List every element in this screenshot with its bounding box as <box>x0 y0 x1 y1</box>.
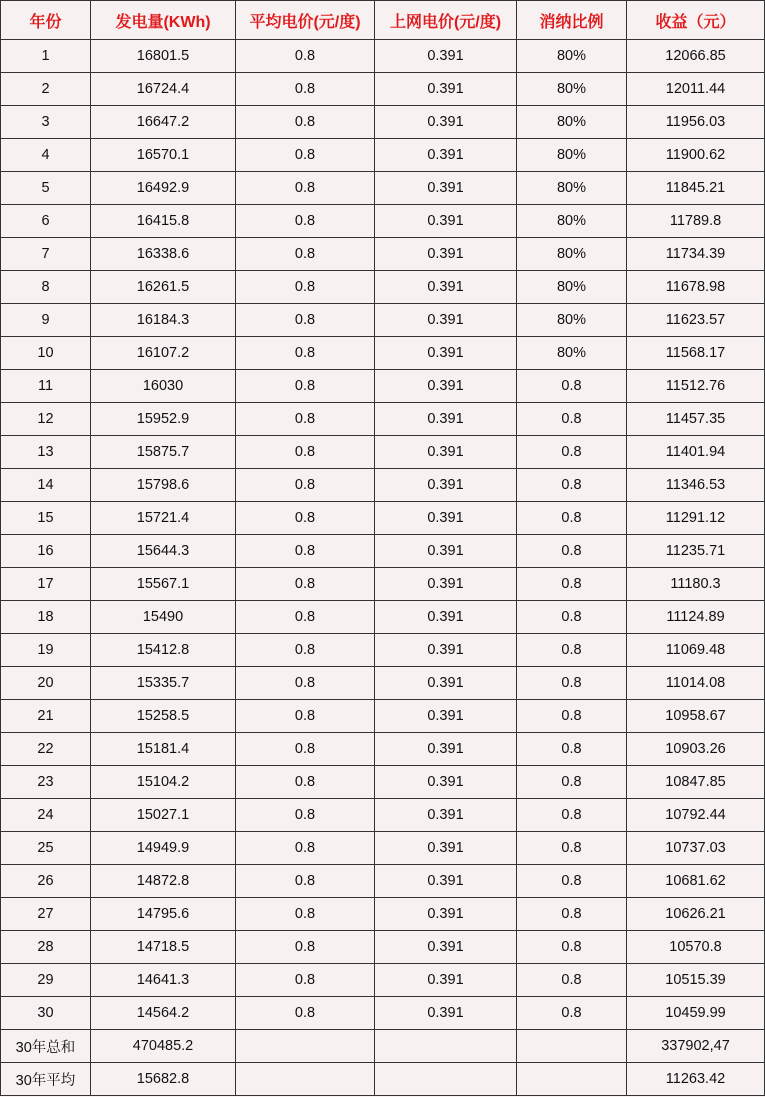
total-empty-cell <box>236 1030 375 1063</box>
cell-average-price: 0.8 <box>236 238 375 271</box>
cell-year: 15 <box>1 502 91 535</box>
cell-consumption-ratio: 0.8 <box>517 898 627 931</box>
header-year: 年份 <box>1 1 91 40</box>
cell-year: 25 <box>1 832 91 865</box>
cell-year: 14 <box>1 469 91 502</box>
cell-average-price: 0.8 <box>236 271 375 304</box>
cell-grid-price: 0.391 <box>375 370 517 403</box>
cell-generation: 16724.4 <box>91 73 236 106</box>
table-row <box>1 370 765 403</box>
cell-revenue: 11291.12 <box>627 502 765 535</box>
cell-year: 12 <box>1 403 91 436</box>
cell-consumption-ratio: 80% <box>517 172 627 205</box>
cell-average-price: 0.8 <box>236 931 375 964</box>
cell-generation: 15952.9 <box>91 403 236 436</box>
cell-revenue: 11900.62 <box>627 139 765 172</box>
cell-revenue: 11956.03 <box>627 106 765 139</box>
cell-consumption-ratio: 0.8 <box>517 997 627 1030</box>
cell-average-price: 0.8 <box>236 73 375 106</box>
cell-revenue: 10681.62 <box>627 865 765 898</box>
cell-grid-price: 0.391 <box>375 271 517 304</box>
cell-consumption-ratio: 80% <box>517 238 627 271</box>
cell-average-price: 0.8 <box>236 535 375 568</box>
table-row <box>1 502 765 535</box>
cell-revenue: 12066.85 <box>627 40 765 73</box>
table-row <box>1 304 765 337</box>
cell-grid-price: 0.391 <box>375 205 517 238</box>
cell-revenue: 10570.8 <box>627 931 765 964</box>
cell-grid-price: 0.391 <box>375 172 517 205</box>
total-revenue: 337902,47 <box>627 1030 765 1063</box>
total-row <box>1 1030 765 1063</box>
cell-grid-price: 0.391 <box>375 502 517 535</box>
cell-revenue: 10792.44 <box>627 799 765 832</box>
cell-average-price: 0.8 <box>236 634 375 667</box>
cell-average-price: 0.8 <box>236 997 375 1030</box>
table-row <box>1 238 765 271</box>
header-consumption-ratio: 消纳比例 <box>517 1 627 40</box>
cell-revenue: 10847.85 <box>627 766 765 799</box>
cell-consumption-ratio: 80% <box>517 271 627 304</box>
cell-average-price: 0.8 <box>236 139 375 172</box>
table-row <box>1 436 765 469</box>
cell-average-price: 0.8 <box>236 799 375 832</box>
cell-consumption-ratio: 0.8 <box>517 436 627 469</box>
cell-consumption-ratio: 0.8 <box>517 469 627 502</box>
header-average-price: 平均电价(元/度) <box>236 1 375 40</box>
cell-consumption-ratio: 0.8 <box>517 733 627 766</box>
cell-revenue: 10515.39 <box>627 964 765 997</box>
cell-grid-price: 0.391 <box>375 106 517 139</box>
total-empty-cell <box>375 1030 517 1063</box>
cell-generation: 15644.3 <box>91 535 236 568</box>
cell-average-price: 0.8 <box>236 106 375 139</box>
cell-average-price: 0.8 <box>236 436 375 469</box>
cell-revenue: 10958.67 <box>627 700 765 733</box>
total-empty-cell <box>517 1030 627 1063</box>
total-generation: 470485.2 <box>91 1030 236 1063</box>
cell-grid-price: 0.391 <box>375 73 517 106</box>
cell-generation: 15798.6 <box>91 469 236 502</box>
cell-revenue: 11623.57 <box>627 304 765 337</box>
table-row <box>1 40 765 73</box>
cell-generation: 14641.3 <box>91 964 236 997</box>
table-row <box>1 106 765 139</box>
cell-average-price: 0.8 <box>236 667 375 700</box>
cell-revenue: 11235.71 <box>627 535 765 568</box>
cell-consumption-ratio: 0.8 <box>517 799 627 832</box>
table-row <box>1 997 765 1030</box>
cell-year: 10 <box>1 337 91 370</box>
cell-generation: 16492.9 <box>91 172 236 205</box>
cell-year: 20 <box>1 667 91 700</box>
cell-year: 23 <box>1 766 91 799</box>
average-generation: 15682.8 <box>91 1063 236 1096</box>
cell-generation: 16415.8 <box>91 205 236 238</box>
cell-generation: 16184.3 <box>91 304 236 337</box>
cell-average-price: 0.8 <box>236 469 375 502</box>
cell-year: 2 <box>1 73 91 106</box>
cell-generation: 15335.7 <box>91 667 236 700</box>
cell-average-price: 0.8 <box>236 40 375 73</box>
cell-grid-price: 0.391 <box>375 997 517 1030</box>
cell-consumption-ratio: 80% <box>517 139 627 172</box>
cell-year: 11 <box>1 370 91 403</box>
cell-grid-price: 0.391 <box>375 799 517 832</box>
cell-year: 30 <box>1 997 91 1030</box>
cell-revenue: 12011.44 <box>627 73 765 106</box>
cell-generation: 14949.9 <box>91 832 236 865</box>
table-row <box>1 832 765 865</box>
header-grid-price: 上网电价(元/度) <box>375 1 517 40</box>
cell-consumption-ratio: 0.8 <box>517 403 627 436</box>
average-revenue: 11263.42 <box>627 1063 765 1096</box>
cell-average-price: 0.8 <box>236 700 375 733</box>
cell-average-price: 0.8 <box>236 403 375 436</box>
cell-grid-price: 0.391 <box>375 865 517 898</box>
cell-consumption-ratio: 0.8 <box>517 766 627 799</box>
cell-consumption-ratio: 80% <box>517 40 627 73</box>
table-row <box>1 700 765 733</box>
cell-consumption-ratio: 0.8 <box>517 931 627 964</box>
table-row <box>1 601 765 634</box>
cell-grid-price: 0.391 <box>375 733 517 766</box>
cell-consumption-ratio: 0.8 <box>517 667 627 700</box>
cell-generation: 15875.7 <box>91 436 236 469</box>
cell-revenue: 10903.26 <box>627 733 765 766</box>
cell-grid-price: 0.391 <box>375 667 517 700</box>
cell-revenue: 11678.98 <box>627 271 765 304</box>
cell-revenue: 11346.53 <box>627 469 765 502</box>
cell-consumption-ratio: 80% <box>517 337 627 370</box>
cell-year: 6 <box>1 205 91 238</box>
cell-year: 21 <box>1 700 91 733</box>
cell-generation: 15181.4 <box>91 733 236 766</box>
cell-average-price: 0.8 <box>236 832 375 865</box>
cell-generation: 16801.5 <box>91 40 236 73</box>
cell-average-price: 0.8 <box>236 964 375 997</box>
cell-year: 7 <box>1 238 91 271</box>
cell-generation: 15490 <box>91 601 236 634</box>
table-header-row <box>1 1 765 40</box>
cell-year: 9 <box>1 304 91 337</box>
header-generation: 发电量(KWh) <box>91 1 236 40</box>
cell-average-price: 0.8 <box>236 205 375 238</box>
cell-grid-price: 0.391 <box>375 568 517 601</box>
cell-revenue: 11014.08 <box>627 667 765 700</box>
cell-generation: 15567.1 <box>91 568 236 601</box>
cell-grid-price: 0.391 <box>375 403 517 436</box>
cell-year: 8 <box>1 271 91 304</box>
cell-revenue: 11734.39 <box>627 238 765 271</box>
cell-grid-price: 0.391 <box>375 601 517 634</box>
header-revenue: 收益（元） <box>627 1 765 40</box>
table-row <box>1 73 765 106</box>
cell-average-price: 0.8 <box>236 568 375 601</box>
cell-generation: 16030 <box>91 370 236 403</box>
cell-generation: 16647.2 <box>91 106 236 139</box>
table-row <box>1 964 765 997</box>
cell-revenue: 11845.21 <box>627 172 765 205</box>
cell-revenue: 11124.89 <box>627 601 765 634</box>
table-row <box>1 568 765 601</box>
cell-generation: 14718.5 <box>91 931 236 964</box>
cell-consumption-ratio: 0.8 <box>517 865 627 898</box>
table-body <box>1 40 765 1030</box>
cell-grid-price: 0.391 <box>375 700 517 733</box>
cell-year: 5 <box>1 172 91 205</box>
cell-generation: 14872.8 <box>91 865 236 898</box>
cell-average-price: 0.8 <box>236 502 375 535</box>
table-row <box>1 898 765 931</box>
cell-revenue: 11457.35 <box>627 403 765 436</box>
cell-grid-price: 0.391 <box>375 898 517 931</box>
cell-year: 26 <box>1 865 91 898</box>
cell-generation: 16107.2 <box>91 337 236 370</box>
cell-generation: 15412.8 <box>91 634 236 667</box>
table-row <box>1 766 765 799</box>
cell-year: 28 <box>1 931 91 964</box>
cell-year: 17 <box>1 568 91 601</box>
cell-year: 22 <box>1 733 91 766</box>
cell-average-price: 0.8 <box>236 172 375 205</box>
cell-revenue: 11568.17 <box>627 337 765 370</box>
cell-average-price: 0.8 <box>236 733 375 766</box>
cell-grid-price: 0.391 <box>375 304 517 337</box>
cell-year: 18 <box>1 601 91 634</box>
cell-generation: 15721.4 <box>91 502 236 535</box>
cell-revenue: 11401.94 <box>627 436 765 469</box>
cell-grid-price: 0.391 <box>375 40 517 73</box>
cell-consumption-ratio: 0.8 <box>517 832 627 865</box>
cell-consumption-ratio: 80% <box>517 73 627 106</box>
cell-average-price: 0.8 <box>236 898 375 931</box>
table-row <box>1 931 765 964</box>
cell-grid-price: 0.391 <box>375 931 517 964</box>
average-empty-cell <box>375 1063 517 1096</box>
total-label: 30年总和 <box>1 1030 91 1063</box>
table-row <box>1 667 765 700</box>
cell-consumption-ratio: 80% <box>517 304 627 337</box>
cell-grid-price: 0.391 <box>375 139 517 172</box>
cell-year: 16 <box>1 535 91 568</box>
table-row <box>1 337 765 370</box>
cell-year: 1 <box>1 40 91 73</box>
cell-consumption-ratio: 80% <box>517 205 627 238</box>
table-row <box>1 865 765 898</box>
average-empty-cell <box>517 1063 627 1096</box>
cell-generation: 14564.2 <box>91 997 236 1030</box>
table-row <box>1 535 765 568</box>
cell-consumption-ratio: 0.8 <box>517 370 627 403</box>
average-empty-cell <box>236 1063 375 1096</box>
cell-consumption-ratio: 0.8 <box>517 601 627 634</box>
cell-year: 3 <box>1 106 91 139</box>
cell-average-price: 0.8 <box>236 304 375 337</box>
cell-consumption-ratio: 80% <box>517 106 627 139</box>
cell-average-price: 0.8 <box>236 370 375 403</box>
cell-generation: 16261.5 <box>91 271 236 304</box>
table-row <box>1 172 765 205</box>
cell-generation: 16570.1 <box>91 139 236 172</box>
table-row <box>1 634 765 667</box>
cell-generation: 15104.2 <box>91 766 236 799</box>
cell-generation: 14795.6 <box>91 898 236 931</box>
cell-consumption-ratio: 0.8 <box>517 502 627 535</box>
cell-grid-price: 0.391 <box>375 535 517 568</box>
table-row <box>1 139 765 172</box>
table-row <box>1 403 765 436</box>
cell-generation: 15027.1 <box>91 799 236 832</box>
cell-year: 19 <box>1 634 91 667</box>
cell-generation: 16338.6 <box>91 238 236 271</box>
cell-revenue: 11512.76 <box>627 370 765 403</box>
cell-revenue: 10737.03 <box>627 832 765 865</box>
cell-grid-price: 0.391 <box>375 469 517 502</box>
table-row <box>1 799 765 832</box>
cell-average-price: 0.8 <box>236 865 375 898</box>
cell-grid-price: 0.391 <box>375 634 517 667</box>
cell-grid-price: 0.391 <box>375 766 517 799</box>
cell-consumption-ratio: 0.8 <box>517 700 627 733</box>
cell-grid-price: 0.391 <box>375 832 517 865</box>
cell-revenue: 10626.21 <box>627 898 765 931</box>
cell-average-price: 0.8 <box>236 337 375 370</box>
table-row <box>1 271 765 304</box>
cell-generation: 15258.5 <box>91 700 236 733</box>
cell-revenue: 11180.3 <box>627 568 765 601</box>
cell-consumption-ratio: 0.8 <box>517 964 627 997</box>
table-row <box>1 469 765 502</box>
cell-grid-price: 0.391 <box>375 964 517 997</box>
cell-grid-price: 0.391 <box>375 238 517 271</box>
cell-consumption-ratio: 0.8 <box>517 568 627 601</box>
table-row <box>1 205 765 238</box>
cell-revenue: 11789.8 <box>627 205 765 238</box>
cell-year: 24 <box>1 799 91 832</box>
average-label: 30年平均 <box>1 1063 91 1096</box>
cell-consumption-ratio: 0.8 <box>517 634 627 667</box>
cell-year: 29 <box>1 964 91 997</box>
cell-revenue: 11069.48 <box>627 634 765 667</box>
cell-year: 27 <box>1 898 91 931</box>
table-row <box>1 733 765 766</box>
cell-grid-price: 0.391 <box>375 337 517 370</box>
average-row <box>1 1063 765 1096</box>
cell-revenue: 10459.99 <box>627 997 765 1030</box>
cell-year: 13 <box>1 436 91 469</box>
cell-grid-price: 0.391 <box>375 436 517 469</box>
cell-average-price: 0.8 <box>236 766 375 799</box>
cell-average-price: 0.8 <box>236 601 375 634</box>
cell-year: 4 <box>1 139 91 172</box>
cell-consumption-ratio: 0.8 <box>517 535 627 568</box>
